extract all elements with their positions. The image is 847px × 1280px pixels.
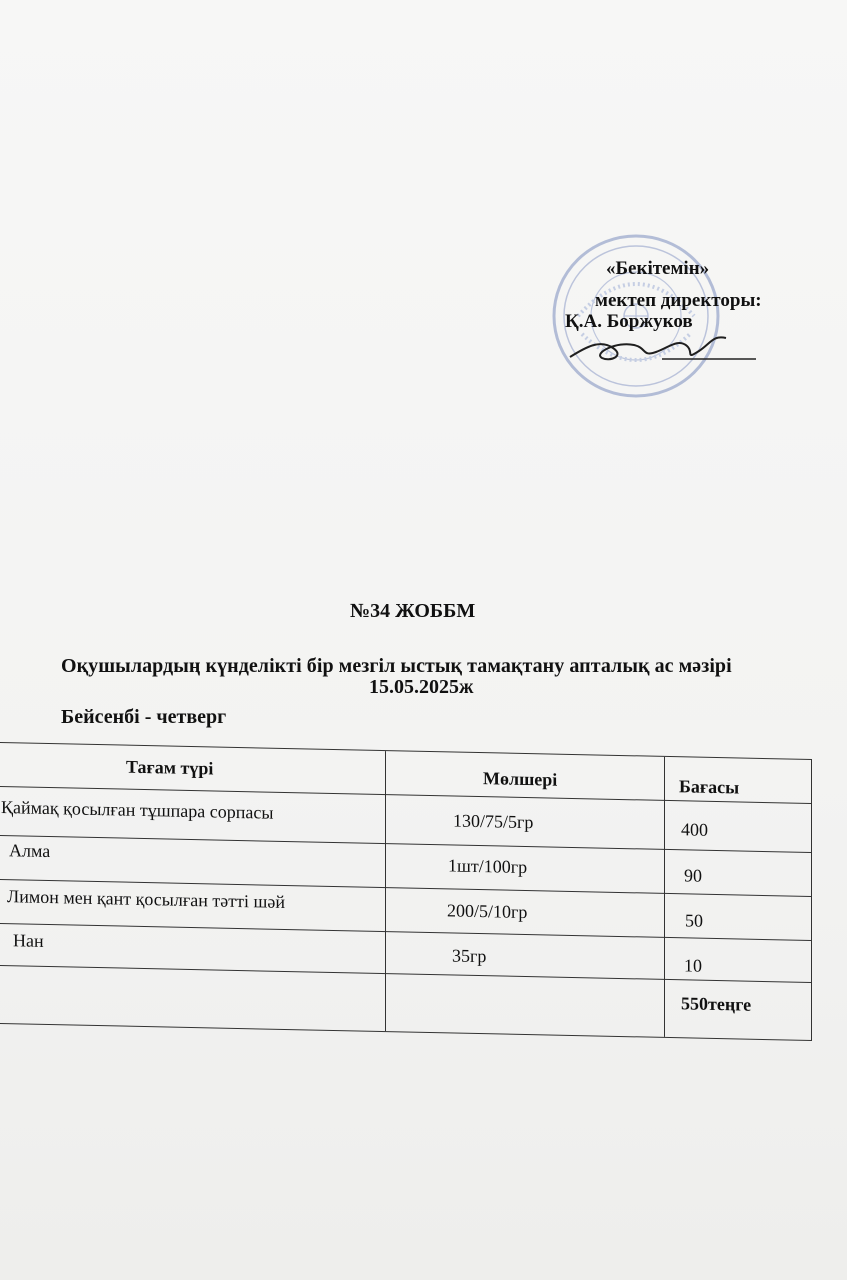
portion-3: 200/5/10гр <box>447 900 528 923</box>
dish-3: Лимон мен қант қосылған тәтті шәй <box>7 886 285 912</box>
portion-2: 1шт/100гр <box>448 855 528 878</box>
price-3: 50 <box>685 910 703 931</box>
dish-4: Нан <box>13 930 44 951</box>
approval-block <box>548 232 818 402</box>
column-divider <box>385 751 386 1031</box>
dish-2: Алма <box>9 840 51 862</box>
header-portion: Мөлшері <box>483 768 558 790</box>
day-label: Бейсенбі - четверг <box>61 706 227 728</box>
handwritten-signature-icon <box>566 329 762 369</box>
price-2: 90 <box>684 865 702 886</box>
portion-4: 35гр <box>452 945 487 967</box>
column-divider <box>664 757 665 1037</box>
director-role: мектеп директоры: <box>595 290 762 311</box>
menu-title: Оқушылардың күнделікті бір мезгіл ыстық тамақтану апталық ас мәзірі <box>61 655 732 677</box>
price-1: 400 <box>681 819 708 840</box>
portion-1: 130/75/5гр <box>453 810 534 833</box>
menu-date: 15.05.2025ж <box>369 676 474 698</box>
dish-1: Қаймақ қосылған тұшпара сорпасы <box>1 797 274 823</box>
director-name: Қ.А. Боржуков <box>565 311 693 332</box>
school-name: №34 ЖОББМ <box>350 600 476 622</box>
header-price: Бағасы <box>679 776 740 798</box>
price-4: 10 <box>684 955 702 976</box>
header-dish: Тағам түрі <box>126 756 214 779</box>
approval-title: «Бекітемін» <box>606 258 710 279</box>
total-price: 550теңге <box>681 993 752 1015</box>
menu-table <box>0 742 812 1041</box>
